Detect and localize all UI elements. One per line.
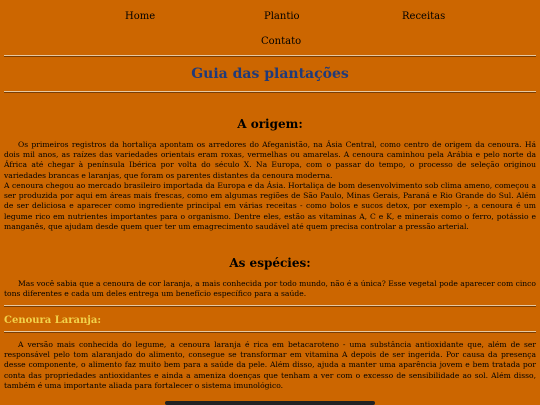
horizontal-scrollbar[interactable] [165, 401, 375, 405]
paragraph-origem-2: A cenoura chegou ao mercado brasileiro importada da Europa e da Ásia. Hortaliça de bom desenvolvimento sob clima ameno, começou a ser produzida por aqui em áreas mais frescas, como em algumas regiões de São Paulo, Minas Gerais, Paraná e Rio Grande do Sul. Além de ser deliciosa e aparecer como ingrediente principal em várias receitas - como bolos e sucos detox, por exemplo -, a cenoura é um legume rico em nutrientes importantes para o organismo. Dentre eles, estão as vitaminas A, C e K, e minerais como o ferro, potássio e manganês, que ajudam desde quem quer ter um emagrecimento saudável até quem precisa controlar a pressão arterial. [4, 181, 536, 231]
paragraph-cenoura-laranja: A versão mais conhecida do legume, a cenoura laranja é rica em betacaroteno - uma substância antioxidante que, além de ser responsável pelo tom alaranjado do alimento, consegue se transformar em vitamina A depois de ser ingerida. Por causa da presença desse componente, o alimento faz muito bem para a saúde da pele. Além disso, ajuda a manter uma aparência jovem e bem tratada por conta das propriedades antioxidantes e ainda a ameniza doenças que tenham a ver com o excesso de sensibilidade ao sol. Além disso, também é uma importante aliada para fortalecer o sistema imunológico. [4, 340, 536, 390]
nav-link-home[interactable]: Home [125, 11, 156, 22]
divider-title [4, 91, 536, 93]
nav-link-receitas[interactable]: Receitas [402, 11, 446, 22]
section-heading-origem: A origem: [237, 117, 303, 131]
nav-link-contato[interactable]: Contato [261, 36, 302, 47]
paragraph-origem-1: Os primeiros registros da hortaliça apontam os arredores do Afeganistão, na Ásia Central, como centro de origem da cenoura. Há dois mil anos, as raízes das variedades orientais eram roxas, vermelhas ou amarelas. A cenoura caminhou pela Arábia e pelo norte da África até chegar à península Ibérica por volta do século X. Na Europa, com o passar do tempo, o processo de seleção originou variedades brancas e laranjas, que foram os parentes distantes da cenoura moderna. [4, 140, 536, 180]
subsection-heading-cenoura-laranja: Cenoura Laranja: [4, 315, 102, 326]
divider-top [4, 55, 536, 57]
paragraph-especies: Mas você sabia que a cenoura de cor laranja, a mais conhecida por todo mundo, não é a única? Esse vegetal pode aparecer com cinco tons diferentes e cada um deles entrega um benefício específico para a saúde. [4, 279, 536, 299]
page-title: Guia das plantações [191, 66, 349, 82]
divider-subsection [4, 331, 536, 333]
nav-link-plantio[interactable]: Plantio [264, 11, 300, 22]
top-navigation [0, 0, 540, 54]
divider-especies [4, 305, 536, 307]
section-heading-especies: As espécies: [229, 256, 311, 270]
